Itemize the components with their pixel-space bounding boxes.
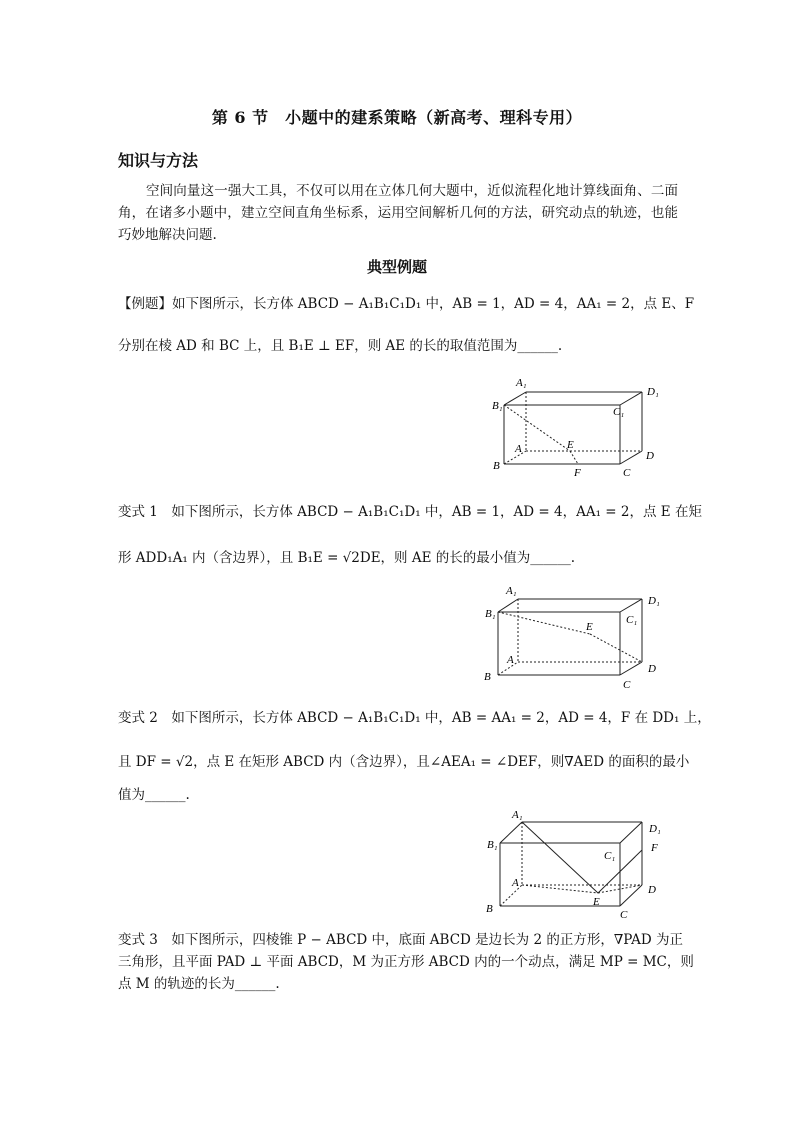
figure-variant2 (486, 808, 670, 921)
variant1-line-2: 形 ADD₁A₁ 内（含边界），且 B₁E = √2DE，则 AE 的长的最小值为______. (118, 550, 576, 566)
variant2-line-2: 且 DF = √2，点 E 在矩形 ABCD 内（含边界），且∠AEA₁ = ∠DEF，则∇AED 的面积的最小 (118, 754, 690, 770)
label-d1: D₁ (647, 386, 659, 398)
label-a1: A₁ (512, 809, 523, 821)
label-d1: D₁ (648, 595, 660, 607)
label-f: F (574, 467, 581, 479)
label-b: B (486, 903, 493, 915)
label-b1: B₁ (487, 839, 498, 851)
example-line-2: 分别在棱 AD 和 BC 上，且 B₁E ⊥ EF，则 AE 的长的取值范围为______. (118, 338, 563, 354)
label-d: D (648, 663, 656, 675)
label-e: E (593, 896, 600, 908)
label-a1: A₁ (506, 585, 517, 597)
variant2-line-1: 变式 2 如下图所示，长方体 ABCD − A₁B₁C₁D₁ 中，AB = AA₁ = 2，AD = 4，F 在 DD₁ 上， (118, 710, 711, 726)
label-f: F (651, 842, 658, 854)
label-b: B (484, 671, 491, 683)
figure-example (490, 372, 670, 482)
label-e: E (586, 621, 593, 633)
label-c1: C₁ (604, 850, 616, 862)
label-a: A (512, 877, 519, 889)
label-c1: C₁ (626, 614, 638, 626)
examples-heading: 典型例题 (366, 258, 427, 276)
label-d: D (648, 884, 656, 896)
variant3-line-2: 三角形，且平面 PAD ⊥ 平面 ABCD，M 为正方形 ABCD 内的一个动点，满足 MP = MC，则 (118, 954, 694, 970)
label-c: C (623, 467, 631, 479)
label-c: C (620, 909, 628, 921)
label-d1: D₁ (649, 823, 661, 835)
example-line-1: 【例题】如下图所示，长方体 ABCD − A₁B₁C₁D₁ 中，AB = 1，AD = 4，AA₁ = 2，点 E、F (118, 296, 695, 312)
variant2-line-3: 值为______. (118, 787, 190, 803)
label-b1: B₁ (492, 400, 503, 412)
variant3-line-1: 变式 3 如下图所示，四棱锥 P − ABCD 中，底面 ABCD 是边长为 2 的正方形，∇PAD 为正 (118, 932, 683, 948)
label-c1: C₁ (613, 406, 625, 418)
label-b1: B₁ (485, 608, 496, 620)
label-a1: A₁ (516, 377, 527, 389)
label-a: A (507, 654, 514, 666)
label-b: B (493, 460, 500, 472)
label-e: E (567, 439, 574, 451)
section-heading: 知识与方法 (118, 151, 199, 170)
variant3-line-3: 点 M 的轨迹的长为______. (118, 976, 280, 992)
intro-paragraph: 空间向量这一强大工具，不仅可以用在立体几何大题中，近似流程化地计算线面角、二面角，在诸多小题中，建立空间直角坐标系，运用空间解析几何的方法，研究动点的轨迹，也能巧妙地解决问题. (118, 183, 678, 243)
label-a: A (515, 443, 522, 455)
figure-variant1 (484, 582, 670, 692)
variant1-line-1: 变式 1 如下图所示，长方体 ABCD − A₁B₁C₁D₁ 中，AB = 1，AD = 4，AA₁ = 2，点 E 在矩 (118, 504, 702, 520)
label-d: D (646, 450, 654, 462)
label-c: C (623, 679, 631, 691)
page-title: 第 6 节 小题中的建系策略（新高考、理科专用） (211, 108, 583, 127)
